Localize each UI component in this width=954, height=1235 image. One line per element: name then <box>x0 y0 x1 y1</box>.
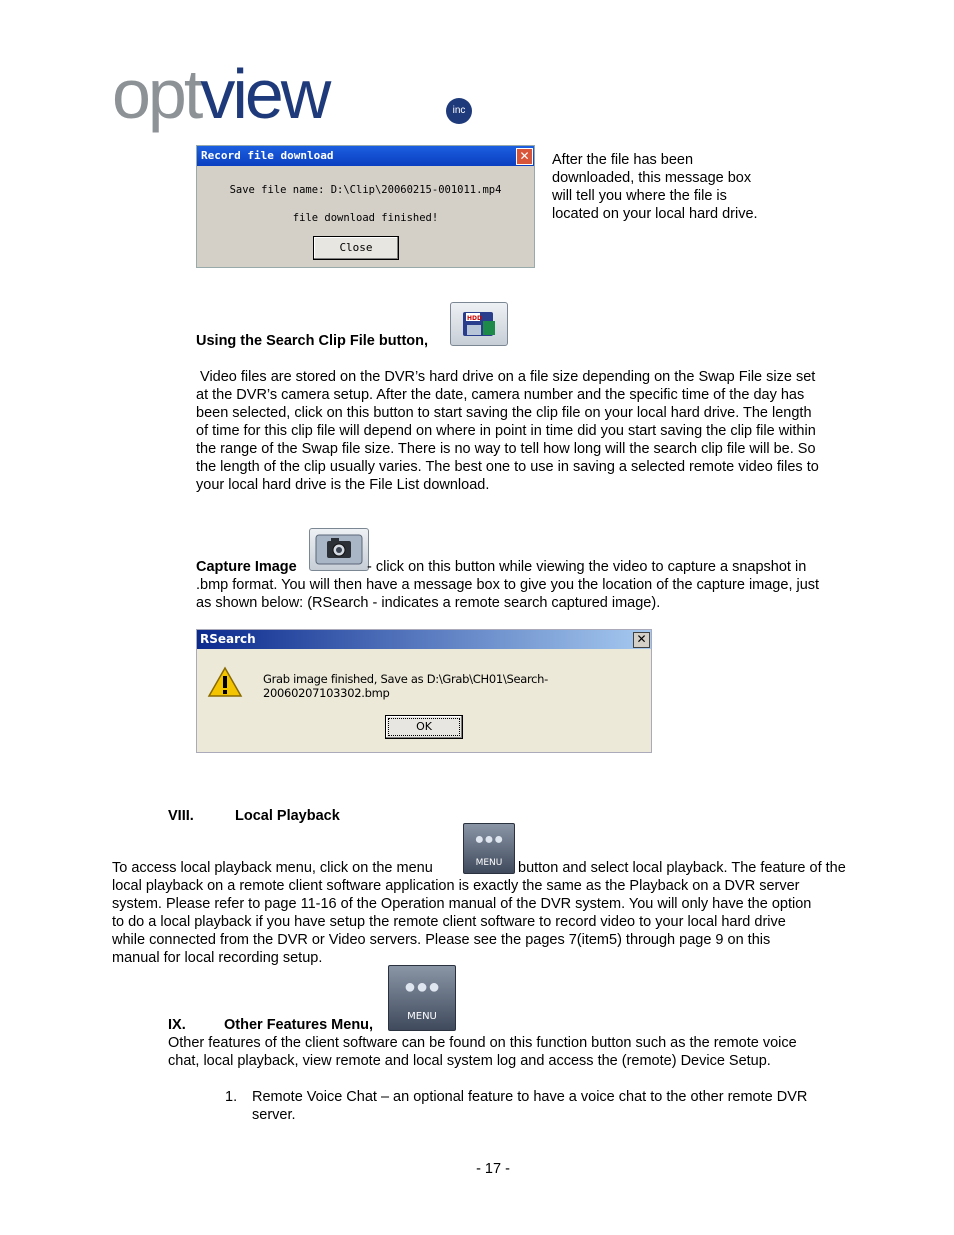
logo-wordmark <box>112 54 328 134</box>
logo-inc-badge: inc <box>446 98 472 124</box>
capture-line1-text: - click on this button while viewing the video to capture a snapshot in <box>367 559 807 575</box>
menu-label: MENU <box>407 1011 437 1022</box>
paragraph-line: to do a local playback if you have setup the remote client software to record video to your local hard drive <box>112 914 786 930</box>
hdd-save-icon <box>451 303 507 345</box>
logo-text-gray: opt <box>112 55 201 133</box>
paragraph-line: system. Please refer to page 11-16 of the Operation manual of the DVR system. You will only have the option <box>112 896 812 912</box>
search-clip-paragraph <box>196 368 886 494</box>
other-features-menu-button[interactable] <box>388 965 456 1031</box>
page-number: - 17 - <box>476 1161 510 1177</box>
warning-icon <box>207 666 243 698</box>
menu-dots-icon: ●●● <box>403 976 441 998</box>
paragraph-line: your local hard drive is the File List download. <box>196 477 490 493</box>
section-8-line1b: button and select local playback. The feature of the <box>518 860 846 876</box>
close-icon[interactable]: ✕ <box>516 148 533 165</box>
paragraph-line: of time for this clip file will depend on where in point in time did you start saving the clip file within <box>196 423 816 439</box>
record-file-download-dialog <box>196 145 535 268</box>
caption-line: will tell you where the file is <box>552 188 727 204</box>
optiview-logo <box>112 55 492 138</box>
save-file-name-text: Save file name: D:\Clip\20060215-001011.mp4 <box>229 184 502 196</box>
menu-dots-icon: ●●● <box>474 831 504 848</box>
dialog-title: Record file download <box>197 146 534 166</box>
section-9-paragraph <box>168 1034 888 1070</box>
caption-line: After the file has been <box>552 152 694 168</box>
list-item-line: Remote Voice Chat – an optional feature to have a voice chat to the other remote DVR <box>252 1089 808 1105</box>
paragraph-line: at the DVR’s camera setup. After the date, camera number and the specific time of the day has <box>196 387 805 403</box>
paragraph-line: been selected, click on this button to start saving the clip file on your local hard drive. The length <box>196 405 812 421</box>
logo-text-blue: view <box>200 55 329 133</box>
ok-button[interactable]: OK <box>385 715 463 739</box>
caption-line: downloaded, this message box <box>552 170 752 186</box>
section-8-title: Local Playback <box>235 808 340 824</box>
close-button[interactable]: Close <box>313 236 399 260</box>
download-finished-text: file download finished! <box>292 212 439 224</box>
paragraph-line: manual for local recording setup. <box>112 950 323 966</box>
capture-paragraph <box>196 576 886 612</box>
search-clip-file-button[interactable] <box>450 302 508 346</box>
paragraph-line: while connected from the DVR or Video servers. Please see the pages 7(item5) through page 9 on this <box>112 932 771 948</box>
caption-line: located on your local hard drive. <box>552 206 758 222</box>
section-8-line1a: To access local playback menu, click on the menu <box>112 860 433 876</box>
grab-image-message: Grab image finished, Save as D:\Grab\CH01\Search-20060207103302.bmp <box>263 672 548 700</box>
section-9-title: Other Features Menu, <box>224 1017 374 1033</box>
rsearch-dialog <box>196 629 652 753</box>
camera-icon <box>310 529 368 570</box>
paragraph-line: local playback on a remote client software application is exactly the same as the Playback on a DVR server <box>112 878 800 894</box>
download-caption <box>552 151 812 223</box>
section-8-number: VIII. <box>168 808 194 824</box>
paragraph-line: chat, local playback, view remote and local system log and access the (remote) Device Setup. <box>168 1053 771 1069</box>
paragraph-line: Other features of the client software can be found on this function button such as the remote voice <box>168 1035 797 1051</box>
menu-label: MENU <box>475 858 503 868</box>
dialog-title: RSearch <box>197 630 651 649</box>
capture-image-heading: Capture Image <box>196 559 297 575</box>
capture-image-button[interactable] <box>309 528 369 571</box>
section-9-number: IX. <box>168 1017 186 1033</box>
menu-button[interactable] <box>463 823 515 874</box>
list-item-number: 1. <box>225 1089 238 1105</box>
section-8-paragraph <box>112 877 892 967</box>
list-item-line: server. <box>252 1107 296 1123</box>
paragraph-line: as shown below: (RSearch - indicates a remote search captured image). <box>196 595 661 611</box>
paragraph-line: the range of the Swap file size. There is no way to tell how long will the search clip file will be. So <box>196 441 816 457</box>
search-clip-heading: Using the Search Clip File button, <box>196 333 429 349</box>
paragraph-line: the length of the clip usually varies. The best one to use in saving a selected remote video files to <box>196 459 819 475</box>
paragraph-line: .bmp format. You will then have a message box to give you the location of the capture image, just <box>196 577 820 593</box>
close-icon[interactable]: ✕ <box>633 632 650 648</box>
svg-text:HDD: HDD <box>467 315 482 322</box>
list-item-remote-voice-chat <box>252 1088 892 1124</box>
paragraph-line: Video files are stored on the DVR’s hard drive on a file size depending on the Swap File size set <box>196 369 816 385</box>
